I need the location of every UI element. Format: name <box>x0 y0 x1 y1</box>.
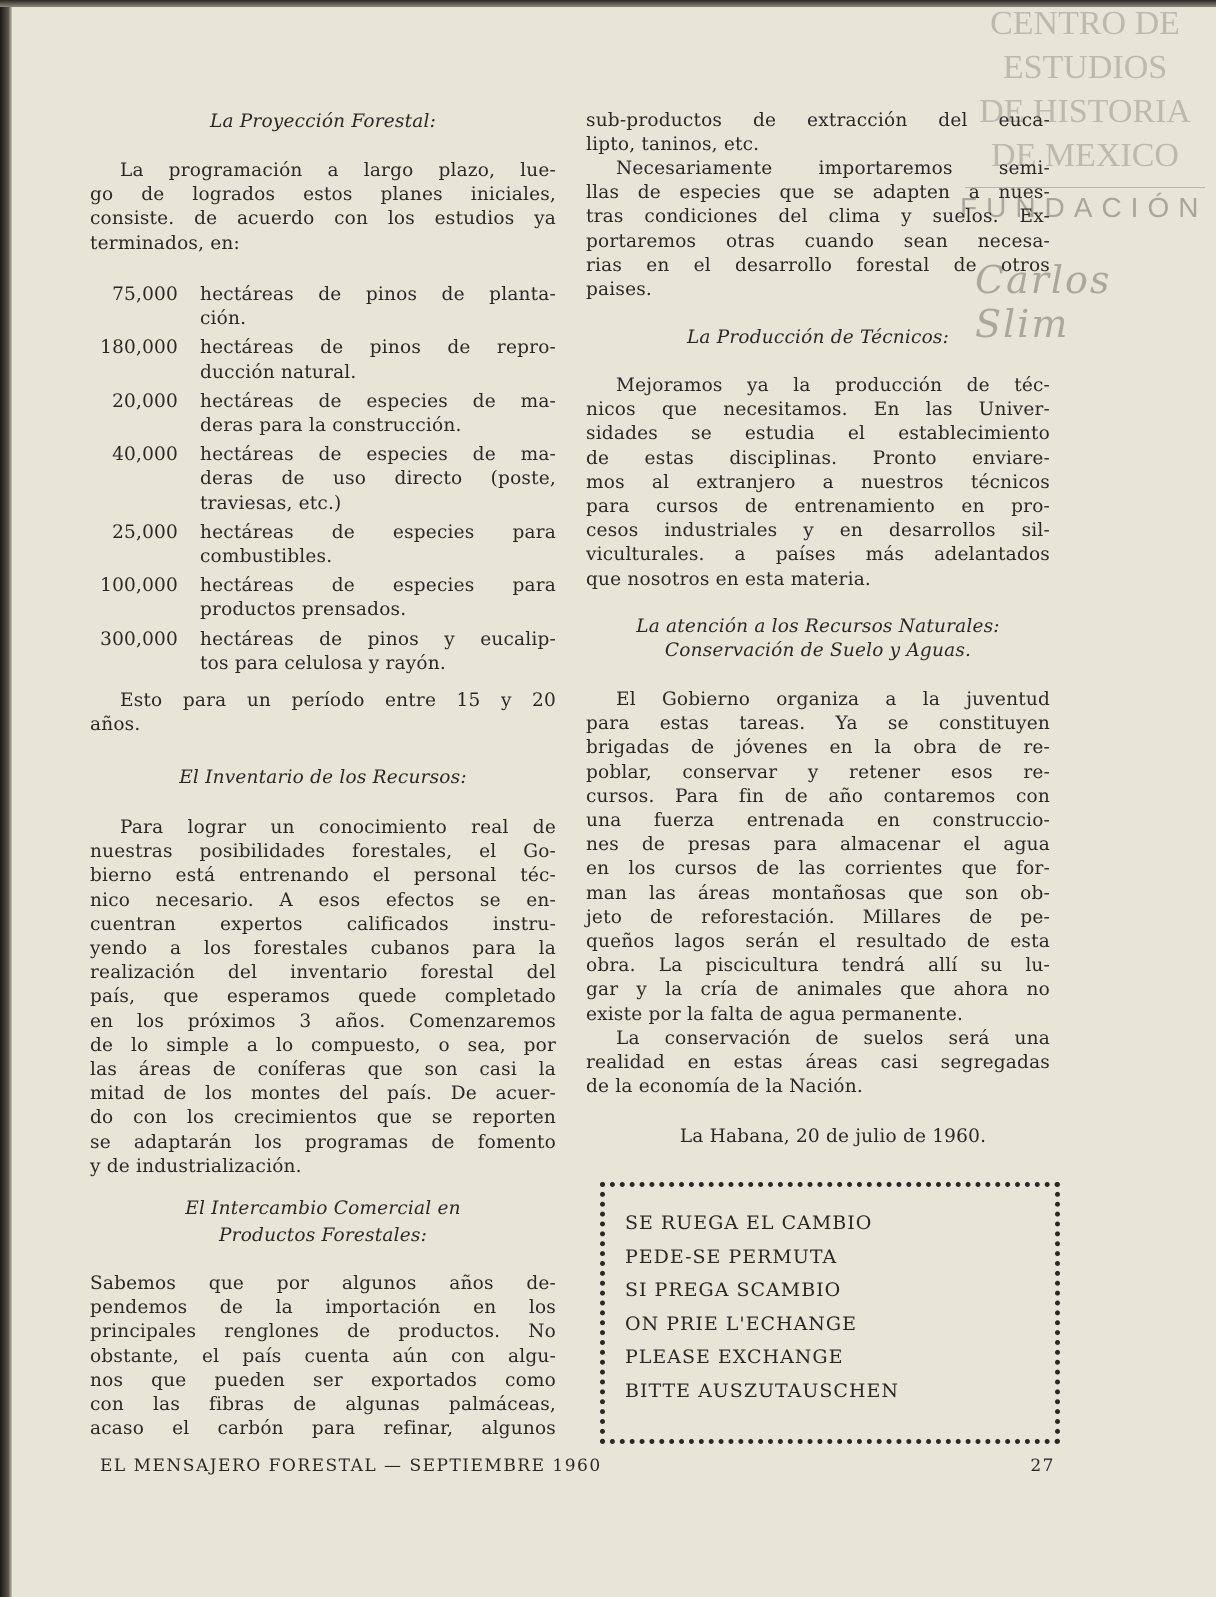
text-line: en los próximos 3 años. Comenzaremos <box>90 1010 556 1032</box>
paragraph <box>90 1272 556 1441</box>
text-line: viculturales. a países más adelantados <box>586 544 1050 566</box>
item-description <box>200 628 556 676</box>
hectare-count: 100,000 <box>100 575 178 597</box>
text-line: que nosotros en esta materia. <box>586 568 872 590</box>
text-line: traviesas, etc.) <box>200 492 342 514</box>
paragraph <box>586 109 1050 157</box>
text-line: rias en el desarrollo forestal de otros <box>586 254 1050 276</box>
exchange-line: BITTE AUSZUTAUSCHEN <box>625 1379 900 1402</box>
hectare-count: 300,000 <box>100 628 178 650</box>
paragraph <box>90 689 556 737</box>
item-description <box>200 390 556 438</box>
page-number: 27 <box>1030 1456 1055 1476</box>
text-line: hectáreas de especies de ma- <box>200 390 556 412</box>
item-description <box>200 336 556 384</box>
page-binding-edge <box>0 0 12 1597</box>
watermark-line: CENTRO DE <box>990 5 1180 42</box>
date-text: La Habana, 20 de julio de 1960. <box>679 1126 987 1147</box>
watermark-line: ESTUDIOS <box>1002 49 1168 86</box>
text-line: go de logrados estos planes iniciales, <box>90 184 556 206</box>
text-line: Mejoramos ya la producción de téc- <box>616 375 1050 396</box>
text-line: realidad en estas áreas casi segregadas <box>586 1052 1050 1074</box>
text-line: llas de especies que se adapten a nues- <box>586 182 1050 204</box>
text-line: consiste. de acuerdo con los estudios ya <box>90 208 556 230</box>
heading-text: La Proyección Forestal: <box>209 111 437 132</box>
heading-text: Conservación de Suelo y Aguas. <box>664 640 972 662</box>
text-line: gar y la cría de animales que ahora no <box>586 979 1050 1001</box>
text-line: hectáreas de pinos de repro- <box>200 337 556 359</box>
heading-text: Productos Forestales: <box>219 1225 427 1247</box>
section-heading <box>586 615 1050 663</box>
text-line: pendemos de la importación en los <box>90 1297 556 1319</box>
section-heading <box>586 326 1050 350</box>
text-line: acaso el carbón para refinar, algunos <box>90 1418 556 1440</box>
item-description <box>200 443 556 516</box>
text-line: ducción natural. <box>200 361 357 383</box>
hectare-count: 180,000 <box>100 337 178 359</box>
text-line: tos para celulosa y rayón. <box>200 652 446 674</box>
section-heading <box>90 1197 556 1248</box>
exchange-line: PLEASE EXCHANGE <box>625 1346 844 1368</box>
text-line: de lo simple a lo compuesto, o sea, por <box>90 1034 556 1056</box>
paragraph <box>90 159 556 256</box>
text-line: una fuerza entrenada en construccio- <box>586 810 1050 832</box>
text-line: El Gobierno organiza a la juventud <box>616 689 1050 710</box>
text-line: Esto para un período entre 15 y 20 <box>120 690 556 711</box>
hectare-count: 75,000 <box>112 284 178 305</box>
text-line: hectáreas de pinos y eucalip- <box>200 628 556 650</box>
text-line: sidades se estudia el establecimiento <box>586 423 1050 445</box>
text-line: combustibles. <box>200 546 333 567</box>
text-line: cursos. Para fin de año contaremos con <box>586 785 1050 807</box>
paragraph <box>586 157 1050 302</box>
section-heading <box>90 766 556 790</box>
exchange-line: PEDE-SE PERMUTA <box>625 1245 838 1268</box>
paragraph <box>586 688 1050 1027</box>
left-column <box>90 0 556 1450</box>
item-description <box>200 574 556 622</box>
paragraph <box>586 374 1050 592</box>
text-line: años. <box>90 714 141 736</box>
text-line: poblar, conservar y retener esos re- <box>586 761 1050 783</box>
dateline <box>586 1125 1050 1149</box>
watermark-fundacion: FUNDACIÓN <box>960 192 1208 223</box>
text-line: ción. <box>200 308 247 330</box>
watermark-signature: Carlos Slim <box>975 258 1112 346</box>
text-line: en los cursos de las corrientes que for- <box>586 858 1050 880</box>
text-line: man las áreas montañosas que son ob- <box>586 882 1050 904</box>
text-line: lipto, taninos, etc. <box>586 134 760 156</box>
text-line: Para lograr un conocimiento real de <box>120 817 556 838</box>
text-line: nico necesario. A esos efectos se en- <box>90 889 556 911</box>
exchange-notice-text <box>625 1207 899 1408</box>
text-line: y de industrialización. <box>90 1155 302 1177</box>
heading-text: La atención a los Recursos Naturales: <box>636 616 1000 637</box>
hectare-count: 40,000 <box>112 444 178 466</box>
text-line: nos que pueden ser exportados como <box>90 1369 556 1391</box>
exchange-line: SE RUEGA EL CAMBIO <box>625 1212 873 1234</box>
text-line: yendo a los forestales cubanos para la <box>90 938 556 960</box>
text-line: para estas tareas. Ya se constituyen <box>586 713 1050 735</box>
text-line: tras condiciones del clima y suelos. Ex- <box>586 206 1050 228</box>
text-line: La programación a largo plazo, lue- <box>120 160 556 181</box>
text-line: principales renglones de productos. No <box>90 1321 556 1343</box>
text-line: La conservación de suelos será una <box>616 1028 1050 1049</box>
item-description <box>200 521 556 569</box>
watermark-line: DE MEXICO <box>991 137 1179 174</box>
text-line: obra. La piscicultura tendrá allí su lu- <box>586 955 1050 977</box>
text-line: paises. <box>586 279 653 301</box>
text-line: do con los crecimientos que se reporten <box>90 1107 556 1129</box>
text-line: existe por la falta de agua permanente. <box>586 1003 964 1025</box>
publication-title: EL MENSAJERO FORESTAL — SEPTIEMBRE 1960 <box>100 1456 602 1476</box>
item-description <box>200 283 556 331</box>
text-line: hectáreas de especies para <box>200 521 556 543</box>
text-line: productos prensados. <box>200 599 407 621</box>
text-line: Necesariamente importaremos semi- <box>616 158 1050 179</box>
text-line: mitad de los montes del país. De acuer- <box>90 1083 556 1105</box>
exchange-notice-box <box>600 1182 1060 1444</box>
exchange-line: SI PREGA SCAMBIO <box>625 1279 842 1301</box>
text-line: obstante, el país cuenta aún con algu- <box>90 1345 556 1367</box>
text-line: mos al extranjero a nuestros técnicos <box>586 471 1050 493</box>
text-line: nicos que necesitamos. En las Univer- <box>586 399 1050 421</box>
text-line: sub-productos de extracción del euca- <box>586 110 1050 131</box>
page-footer <box>100 1456 1055 1476</box>
text-line: con las fibras de algunas palmáceas, <box>90 1394 556 1416</box>
heading-text: El Intercambio Comercial en <box>185 1198 461 1219</box>
text-line: Sabemos que por algunos años de- <box>90 1273 556 1294</box>
text-line: nes de presas para almacenar el agua <box>586 834 1050 856</box>
text-line: las áreas de coníferas que son casi la <box>90 1059 556 1081</box>
paragraph <box>586 1027 1050 1100</box>
heading-text: La Producción de Técnicos: <box>686 327 950 348</box>
text-line: jeto de reforestación. Millares de pe- <box>586 906 1050 928</box>
text-line: cesos industriales y en desarrollos sil- <box>586 520 1050 542</box>
text-line: hectáreas de pinos de planta- <box>200 284 556 305</box>
text-line: cuentran expertos calificados instru- <box>90 913 556 935</box>
text-line: de la economía de la Nación. <box>586 1076 863 1098</box>
text-line: realización del inventario forestal del <box>90 962 556 984</box>
text-line: deras de uso directo (poste, <box>200 468 556 490</box>
text-line: queños lagos serán el resultado de esta <box>586 931 1050 953</box>
text-line: hectáreas de especies para <box>200 575 556 597</box>
text-line: nuestras posibilidades forestales, el Go- <box>90 841 556 863</box>
text-line: terminados, en: <box>90 232 240 254</box>
paragraph <box>90 816 556 1179</box>
section-heading <box>90 110 556 134</box>
text-line: bierno está entrenando el personal téc- <box>90 865 556 887</box>
text-line: para cursos de entrenamiento en pro- <box>586 496 1050 518</box>
text-line: deras para la construcción. <box>200 415 462 436</box>
exchange-line: ON PRIE L'ECHANGE <box>625 1312 857 1335</box>
hectare-count: 20,000 <box>112 390 178 412</box>
text-line: brigadas de jóvenes en la obra de re- <box>586 737 1050 759</box>
text-line: de estas disciplinas. Pronto enviare- <box>586 447 1050 469</box>
text-line: se adaptarán los programas de fomento <box>90 1131 556 1153</box>
heading-text: El Inventario de los Recursos: <box>179 767 467 788</box>
text-line: portaremos otras cuando sean necesa- <box>586 230 1050 252</box>
hectare-count: 25,000 <box>112 521 178 543</box>
watermark-line: DE HISTORIA <box>979 93 1191 130</box>
text-line: país, que esperamos quede completado <box>90 986 556 1008</box>
text-line: hectáreas de especies de ma- <box>200 444 556 466</box>
